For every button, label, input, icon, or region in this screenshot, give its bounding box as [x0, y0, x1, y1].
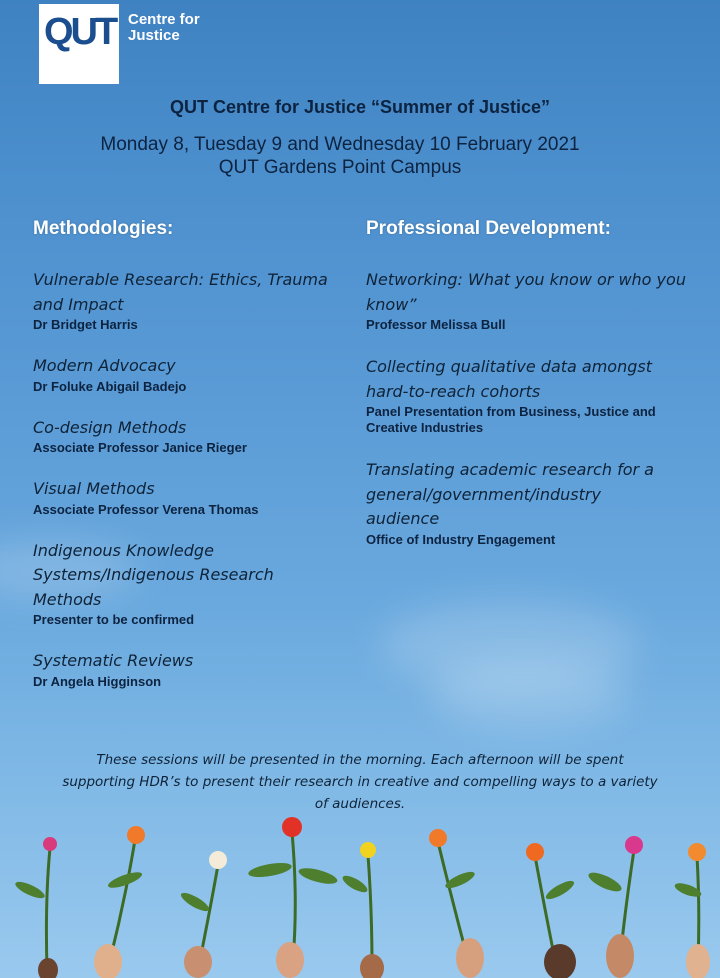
flowers-illustration [0, 810, 720, 978]
session-title: Modern Advocacy [33, 356, 176, 375]
professional-development-column [366, 218, 696, 570]
session-title: Vulnerable Research: Ethics, Trauma and Impact [33, 270, 328, 314]
session-title: Co-design Methods [33, 417, 187, 437]
centre-name [128, 12, 200, 44]
session-title: Indigenous Knowledge Systems/Indigenous Research Methods [33, 540, 274, 609]
flower-blooms [43, 817, 706, 869]
session-item [33, 649, 353, 690]
session-title: Networking: What you know or who you know” [366, 270, 686, 314]
session-presenter: Presenter to be confirmed [33, 612, 195, 627]
session-presenter: Dr Bridget Harris [33, 317, 138, 332]
session-item [33, 416, 353, 457]
cloud-decoration [430, 660, 630, 730]
session-item [33, 268, 353, 333]
session-title: Systematic Reviews [33, 651, 194, 670]
session-presenter: Office of Industry Engagement [366, 531, 556, 547]
session-item [33, 539, 303, 629]
session-title: Visual Methods [33, 479, 155, 498]
methodologies-column [33, 218, 353, 711]
session-presenter: Associate Professor Janice Rieger [33, 440, 247, 455]
centre-name-line1: Centre for [128, 11, 200, 28]
session-presenter: Dr Angela Higginson [33, 673, 162, 689]
centre-name-line2: Justice [128, 27, 180, 44]
session-presenter: Associate Professor Verena Thomas [33, 501, 259, 517]
session-item [366, 268, 696, 333]
session-title: Translating academic research for a general/government/industry audience [366, 460, 654, 528]
session-item [366, 355, 696, 436]
event-dates [40, 133, 640, 179]
qut-logo-mark: QUT [44, 11, 116, 53]
event-title: QUT Centre for Justice “Summer of Justice” [169, 97, 551, 117]
event-venue-line: QUT Gardens Point Campus [218, 157, 462, 178]
event-dates-line: Monday 8, Tuesday 9 and Wednesday 10 February 2021 [100, 134, 580, 155]
session-presenter: Professor Melissa Bull [366, 317, 506, 332]
hands [38, 934, 710, 978]
session-presenter: Dr Foluke Abigail Badejo [33, 378, 187, 394]
footer-note: These sessions will be presented in the morning. Each afternoon will be spent supporting HDR’s to present their research in creative and compelling ways to a variety of audiences. [62, 752, 658, 812]
session-presenter: Panel Presentation from Business, Justice and Creative Industries [366, 404, 656, 435]
session-item [33, 477, 353, 518]
session-item [33, 354, 353, 395]
session-item [366, 458, 696, 548]
professional-development-heading: Professional Development: [366, 218, 611, 239]
session-title: Collecting qualitative data amongst hard-to-reach cohorts [366, 357, 652, 401]
flower-leaves [13, 860, 702, 914]
methodologies-heading: Methodologies: [33, 218, 174, 239]
